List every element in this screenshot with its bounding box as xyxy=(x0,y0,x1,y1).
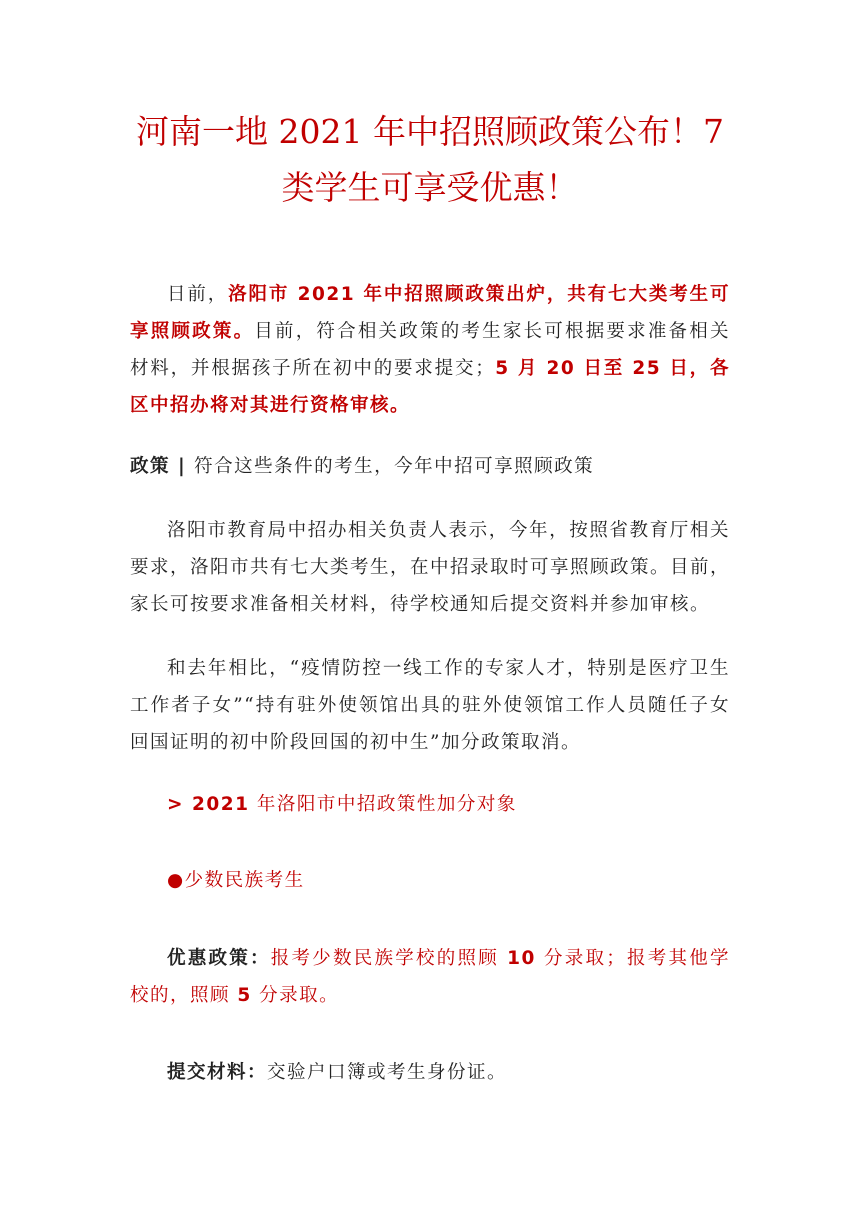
intro-city: 洛阳市 xyxy=(228,284,298,305)
section-policy-text: 符合这些条件的考生，今年中招可享照顾政策 xyxy=(194,456,595,477)
targets-prefix: > xyxy=(167,794,192,815)
intro-body: 目前，符合相关政策的考生家长可根据要求准备相关材料，并根据孩子所在初中的要求提交； xyxy=(130,321,730,379)
intro-paragraph xyxy=(130,276,730,424)
benefit-label: 优惠政策： xyxy=(167,948,271,969)
section-policy-label: 政策 xyxy=(130,456,178,477)
bureau-paragraph: 洛阳市教育局中招办相关负责人表示，今年，按照省教育厅相关要求，洛阳市共有七大类考生，在中招录取时可享照顾政策。目前，家长可按要求准备相关材料，待学校通知后提交资料并参加审核。 xyxy=(130,520,731,615)
benefit-part-e: 分录取。 xyxy=(251,985,340,1006)
benefit-part-a: 报考少数民族学校的照顾 xyxy=(270,948,508,969)
targets-text: 年洛阳市中招政策性加分对象 xyxy=(249,794,517,815)
intro-year: 2021 xyxy=(297,284,356,305)
materials-label: 提交材料： xyxy=(167,1062,268,1083)
intro-date-d: 日至 xyxy=(575,358,633,379)
benefit-points-10: 10 xyxy=(507,948,536,969)
section-policy-heading xyxy=(130,448,730,485)
intro-date-a: 5 xyxy=(495,358,510,379)
intro-date-b: 月 xyxy=(509,358,547,379)
targets-year: 2021 xyxy=(191,794,250,815)
benefit-part-c: 分录取；报考其他学校的，照顾 xyxy=(130,948,730,1006)
benefit-paragraph xyxy=(130,940,730,1014)
intro-date-e: 25 xyxy=(632,358,662,379)
section-policy-separator: | xyxy=(177,456,195,477)
intro-lead: 日前， xyxy=(167,284,229,305)
intro-date-c: 20 xyxy=(546,358,576,379)
category-minority: ●少数民族考生 xyxy=(167,870,305,891)
materials-paragraph xyxy=(130,1054,730,1091)
intro-highlight: 年中招照顾政策出炉，共有七大类考生可享照顾政策。 xyxy=(130,284,730,342)
compare-paragraph: 和去年相比，“疫情防控一线工作的专家人才，特别是医疗卫生工作者子女”“持有驻外使领馆出具的驻外使领馆工作人员随任子女回国证明的初中阶段回国的初中生”加分政策取消。 xyxy=(130,658,730,753)
intro-date-f: 日，各区中招办将对其进行资格审核。 xyxy=(130,358,730,416)
targets-subheading xyxy=(130,786,730,823)
benefit-points-5: 5 xyxy=(237,985,252,1006)
materials-text: 交验户口簿或考生身份证。 xyxy=(267,1062,508,1083)
article-title: 河南一地 2021 年中招照顾政策公布！7 类学生可享受优惠！ xyxy=(136,112,724,207)
